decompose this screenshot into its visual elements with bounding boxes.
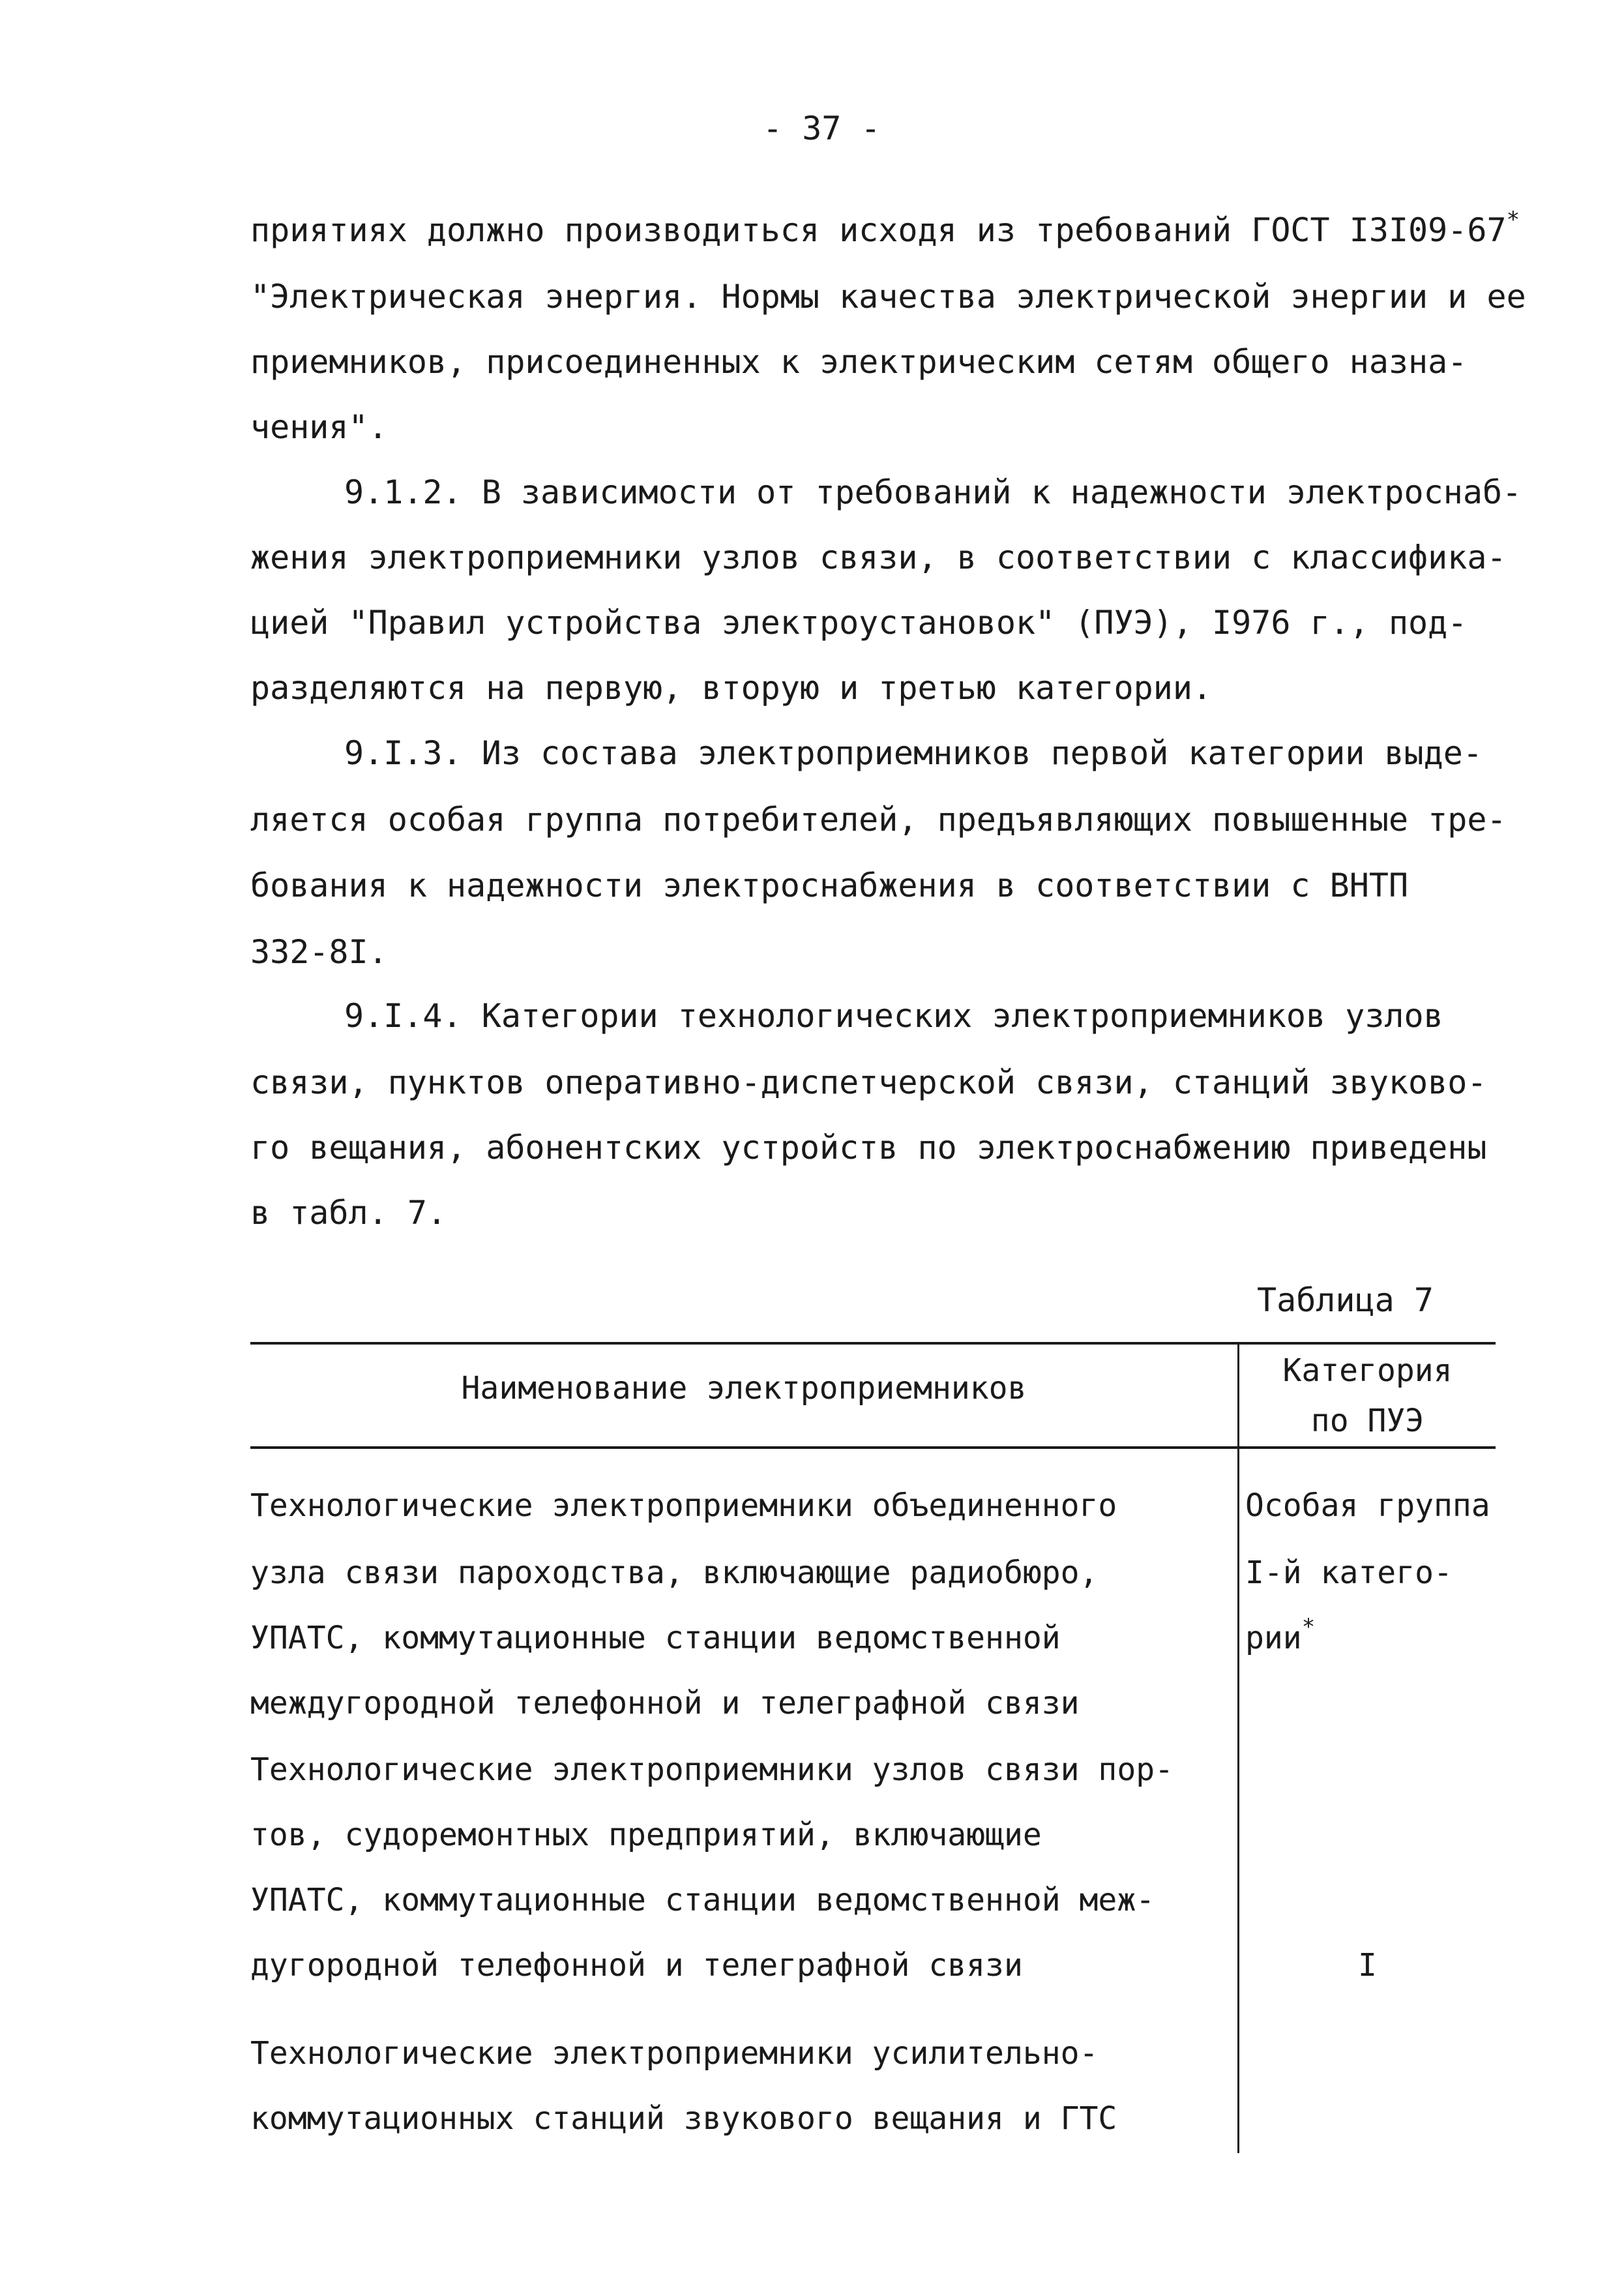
- table-header-category: Категория: [1282, 1352, 1453, 1389]
- body-text-line: чения".: [250, 408, 388, 446]
- body-text-line: связи, пунктов оперативно-диспетчерской связи, станций звуково-: [250, 1064, 1487, 1101]
- table-column-divider: [1237, 1345, 1239, 2153]
- table-caption: Таблица 7: [1257, 1281, 1434, 1319]
- table-row-2-category: I: [1358, 1947, 1377, 1984]
- page-number: - 37 -: [763, 110, 881, 147]
- table-row-1-category: [1245, 1614, 1316, 1656]
- body-text-line: бования к надежности электроснабжения в соответствии с ВНТП: [250, 867, 1409, 904]
- table-row-3-name: коммутационных станций звукового вещания и ГТС: [250, 2100, 1117, 2137]
- table-header-rule: [250, 1446, 1496, 1449]
- table-row-1-name: междугородной телефонной и телеграфной связи: [250, 1685, 1080, 1721]
- table-row-1-name: Технологические электроприемники объединенного: [250, 1487, 1117, 1524]
- body-text-line: го вещания, абонентских устройств по электроснабжению приведены: [250, 1129, 1487, 1167]
- table-row-1-category: Особая группа: [1245, 1487, 1490, 1524]
- body-text-line: ляется особая группа потребителей, предъявляющих повышенные тре-: [250, 801, 1507, 839]
- footnote-mark: *: [1301, 1614, 1316, 1640]
- table-header-category: по ПУЭ: [1310, 1403, 1425, 1439]
- table-row-1-name: УПАТС, коммутационные станции ведомственной: [250, 1620, 1061, 1656]
- body-text-line: жения электроприемники узлов связи, в соответствии с классифика-: [250, 539, 1507, 576]
- paragraph-9-1-3-first-line: 9.I.3. Из состава электроприемников первой категории выде-: [344, 734, 1483, 772]
- table-row-1-name: узла связи пароходства, включающие радиобюро,: [250, 1555, 1099, 1591]
- body-text-line: разделяются на первую, вторую и третью категории.: [250, 669, 1213, 707]
- paragraph-9-1-2-first-line: 9.1.2. В зависимости от требований к надежности электроснаб-: [344, 473, 1522, 511]
- body-text-line: приемников, присоединенных к электрическим сетям общего назна-: [250, 343, 1468, 381]
- footnote-mark: *: [1506, 207, 1520, 233]
- table-row-2-name: тов, судоремонтных предприятий, включающие: [250, 1817, 1042, 1853]
- table-top-rule: [250, 1342, 1496, 1345]
- category-text: рии: [1245, 1620, 1302, 1656]
- paragraph-9-1-4-first-line: 9.I.4. Категории технологических электроприемников узлов: [344, 997, 1443, 1035]
- table-row-2-name: Технологические электроприемники узлов связи пор-: [250, 1751, 1174, 1788]
- body-text-line: [250, 207, 1520, 249]
- body-text-line: "Электрическая энергия. Нормы качества электрической энергии и ее: [250, 278, 1526, 316]
- body-text: приятиях должно производиться исходя из требований ГОСТ I3I09-67: [250, 211, 1507, 249]
- table-header-name: Наименование электроприемников: [461, 1370, 1027, 1406]
- table-row-3-name: Технологические электроприемники усилительно-: [250, 2035, 1099, 2072]
- body-text-line: 332-8I.: [250, 933, 388, 971]
- table-row-1-category: I-й катего-: [1245, 1555, 1453, 1591]
- table-row-2-name: УПАТС, коммутационные станции ведомственной меж-: [250, 1882, 1155, 1918]
- body-text-line: цией "Правил устройства электроустановок" (ПУЭ), I976 г., под-: [250, 604, 1468, 642]
- table-row-2-name: дугородной телефонной и телеграфной связи: [250, 1947, 1023, 1984]
- body-text-line: в табл. 7.: [250, 1194, 447, 1232]
